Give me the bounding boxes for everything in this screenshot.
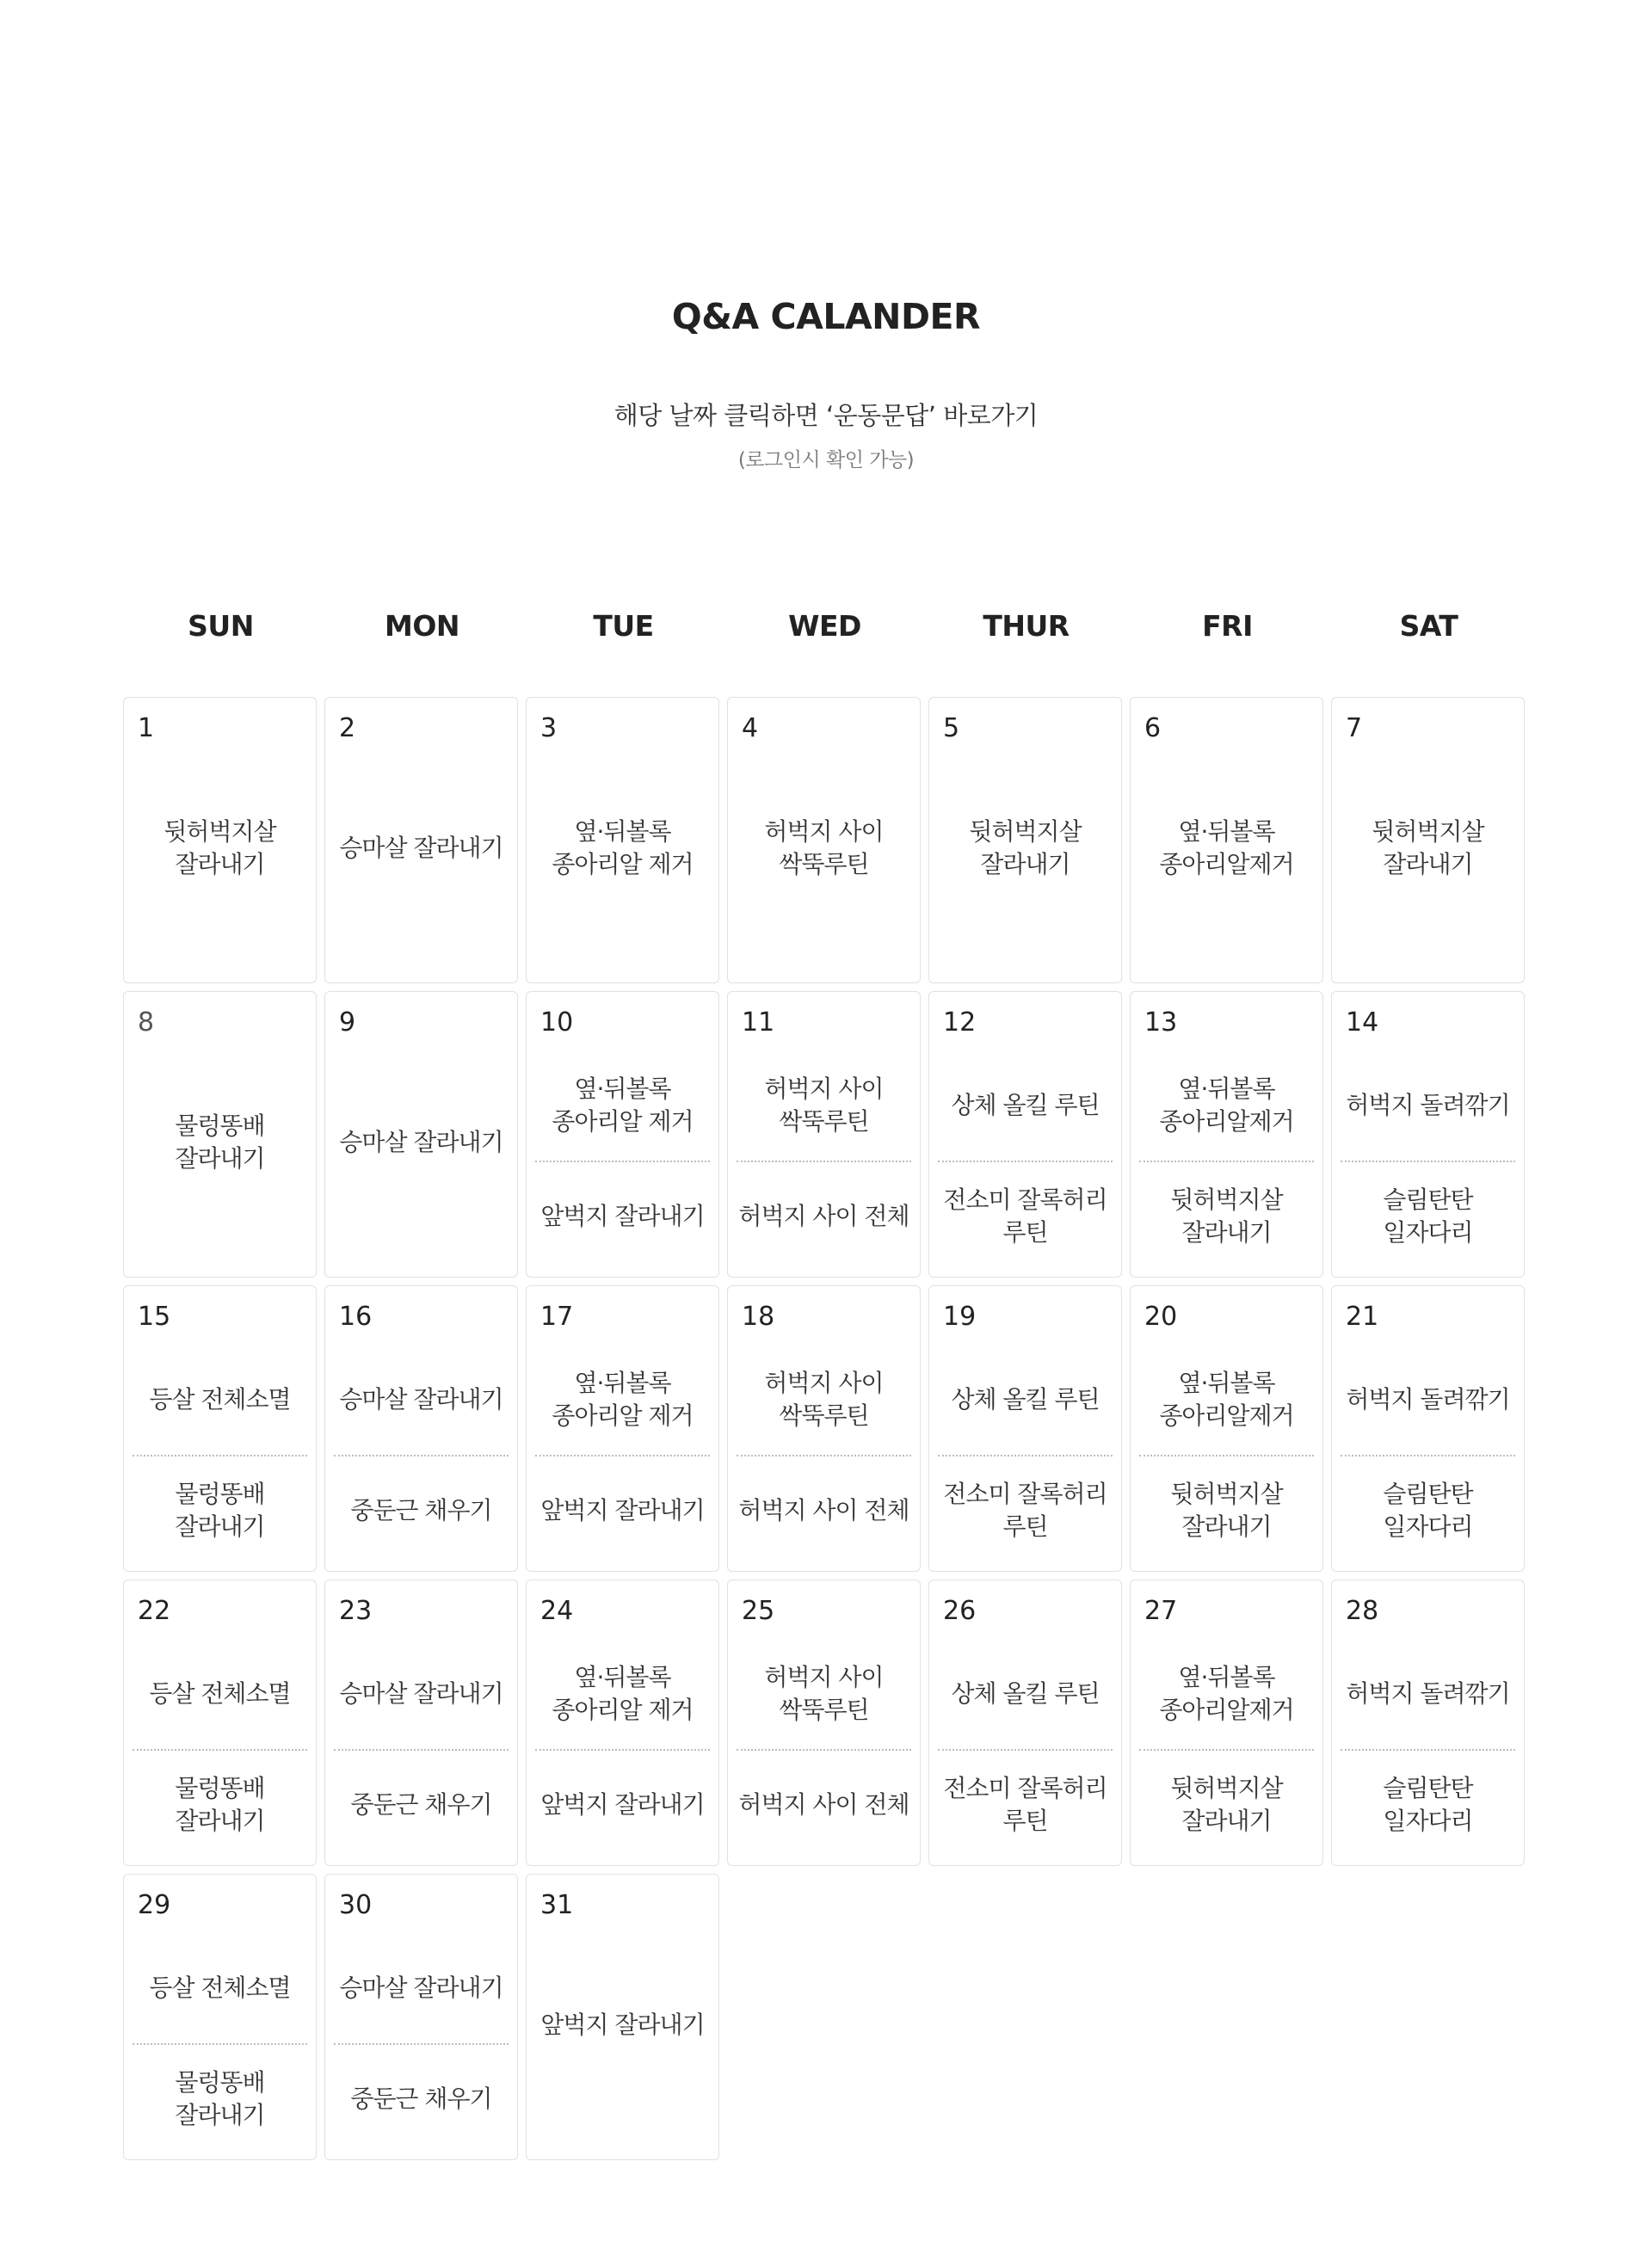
- calendar-day-23[interactable]: [324, 1580, 518, 1866]
- workout-link[interactable]: 상체 올킬 루틴: [951, 1090, 1100, 1119]
- day-number: 25: [742, 1596, 775, 1626]
- day-number: 17: [540, 1302, 574, 1332]
- item-divider: [1139, 1455, 1314, 1456]
- calendar-day-19[interactable]: [928, 1285, 1122, 1572]
- item-divider: [334, 1455, 509, 1456]
- workout-link[interactable]: 뒷허벅지살 잘라내기: [969, 816, 1082, 878]
- item-divider: [938, 1161, 1113, 1162]
- day-items: [332, 1054, 510, 1268]
- calendar-day-4[interactable]: [727, 697, 921, 983]
- day-items: [533, 1054, 712, 1268]
- day-items: [533, 1937, 712, 2151]
- item-divider: [535, 1749, 710, 1751]
- day-items: [1137, 760, 1316, 974]
- day-items: [1137, 1348, 1316, 1562]
- calendar-day-2[interactable]: [324, 697, 518, 983]
- calendar-day-9[interactable]: [324, 991, 518, 1278]
- calendar-day-17[interactable]: [526, 1285, 719, 1572]
- day-items: [332, 760, 510, 974]
- day-items: [332, 1642, 510, 1857]
- day-items: [332, 1348, 510, 1562]
- day-number: 7: [1346, 713, 1363, 743]
- workout-link[interactable]: 허벅지 사이 싹뚝루틴: [764, 1074, 884, 1136]
- day-number: 20: [1144, 1302, 1178, 1332]
- workout-link[interactable]: 슬림탄탄 일자다리: [1383, 1774, 1473, 1836]
- weekday-wed: WED: [788, 609, 861, 643]
- item-divider: [737, 1161, 911, 1162]
- day-items: [1339, 1054, 1517, 1268]
- calendar-day-18[interactable]: [727, 1285, 921, 1572]
- day-items: [735, 760, 913, 974]
- day-number: 22: [138, 1596, 171, 1626]
- day-items: [735, 1642, 913, 1857]
- workout-link[interactable]: 옆·뒤볼록 종아리알제거: [1159, 1368, 1294, 1430]
- day-items: [131, 1348, 309, 1562]
- item-divider: [1341, 1161, 1515, 1162]
- workout-link[interactable]: 옆·뒤볼록 종아리알 제거: [552, 816, 693, 878]
- day-items: [735, 1054, 913, 1268]
- workout-link[interactable]: 승마살 잘라내기: [339, 1973, 503, 2002]
- day-items: [936, 1348, 1114, 1562]
- item-divider: [535, 1455, 710, 1456]
- calendar-day-22[interactable]: [123, 1580, 317, 1866]
- calendar-day-25[interactable]: [727, 1580, 921, 1866]
- workout-link[interactable]: 허벅지 사이 전체: [738, 1496, 909, 1525]
- day-number: 11: [742, 1007, 775, 1038]
- workout-link[interactable]: 슬림탄탄 일자다리: [1383, 1480, 1473, 1542]
- day-number: 26: [943, 1596, 977, 1626]
- workout-link[interactable]: 앞벅지 잘라내기: [540, 1790, 705, 1820]
- calendar-day-20[interactable]: [1130, 1285, 1323, 1572]
- day-items: [131, 760, 309, 974]
- page-title: Q&A CALANDER: [671, 296, 981, 337]
- calendar-day-14[interactable]: [1331, 991, 1525, 1278]
- item-divider: [1341, 1455, 1515, 1456]
- day-number: 8: [138, 1007, 155, 1038]
- day-number: 29: [138, 1890, 171, 1920]
- calendar-day-10[interactable]: [526, 991, 719, 1278]
- day-items: [131, 1937, 309, 2151]
- workout-link[interactable]: 승마살 잘라내기: [339, 1678, 503, 1708]
- workout-link[interactable]: 앞벅지 잘라내기: [540, 1496, 705, 1525]
- workout-link[interactable]: 허벅지 사이 싹뚝루틴: [764, 816, 884, 878]
- item-divider: [535, 1161, 710, 1162]
- calendar-day-7[interactable]: [1331, 697, 1525, 983]
- item-divider: [737, 1749, 911, 1751]
- weekday-sat: SAT: [1399, 609, 1458, 643]
- day-number: 15: [138, 1302, 171, 1332]
- day-items: [936, 760, 1114, 974]
- workout-link[interactable]: 중둔근 채우기: [350, 1790, 492, 1820]
- item-divider: [1139, 1161, 1314, 1162]
- day-items: [131, 1054, 309, 1268]
- workout-link[interactable]: 등살 전체소멸: [149, 1973, 291, 2002]
- workout-link[interactable]: 슬림탄탄 일자다리: [1383, 1186, 1473, 1247]
- calendar-day-8[interactable]: [123, 991, 317, 1278]
- item-divider: [334, 2043, 509, 2045]
- day-number: 18: [742, 1302, 775, 1332]
- day-number: 30: [339, 1890, 373, 1920]
- calendar-day-28[interactable]: [1331, 1580, 1525, 1866]
- day-number: 6: [1144, 713, 1162, 743]
- day-number: 28: [1346, 1596, 1379, 1626]
- login-note: (로그인시 확인 가능): [737, 449, 915, 471]
- workout-link[interactable]: 전소미 잘록허리 루틴: [943, 1774, 1107, 1836]
- workout-link[interactable]: 물렁똥배 잘라내기: [175, 1774, 265, 1836]
- calendar-day-13[interactable]: [1130, 991, 1323, 1278]
- workout-link[interactable]: 물렁똥배 잘라내기: [175, 1111, 265, 1173]
- item-divider: [938, 1749, 1113, 1751]
- day-items: [936, 1054, 1114, 1268]
- calendar-day-29[interactable]: [123, 1874, 317, 2160]
- workout-link[interactable]: 상체 올킬 루틴: [951, 1384, 1100, 1413]
- workout-link[interactable]: 뒷허벅지살 잘라내기: [1170, 1774, 1283, 1836]
- calendar-day-3[interactable]: [526, 697, 719, 983]
- workout-link[interactable]: 상체 올킬 루틴: [951, 1678, 1100, 1708]
- item-divider: [737, 1455, 911, 1456]
- day-items: [533, 1348, 712, 1562]
- day-number: 19: [943, 1302, 977, 1332]
- workout-link[interactable]: 뒷허벅지살 잘라내기: [1170, 1480, 1283, 1542]
- day-items: [1339, 1642, 1517, 1857]
- day-items: [936, 1642, 1114, 1857]
- weekday-tue: TUE: [593, 609, 654, 643]
- workout-link[interactable]: 허벅지 사이 싹뚝루틴: [764, 1368, 884, 1430]
- calendar-day-11[interactable]: [727, 991, 921, 1278]
- day-number: 27: [1144, 1596, 1178, 1626]
- day-number: 24: [540, 1596, 574, 1626]
- workout-link[interactable]: 뒷허벅지살 잘라내기: [163, 816, 276, 878]
- workout-link[interactable]: 중둔근 채우기: [350, 1496, 492, 1525]
- day-items: [735, 1348, 913, 1562]
- workout-link[interactable]: 승마살 잘라내기: [339, 1384, 503, 1413]
- day-items: [131, 1642, 309, 1857]
- item-divider: [334, 1749, 509, 1751]
- weekday-sun: SUN: [188, 609, 254, 643]
- workout-link[interactable]: 옆·뒤볼록 종아리알제거: [1159, 1662, 1294, 1724]
- page-subtitle: 해당 날짜 클릭하면 ‘운동문답’ 바로가기: [613, 401, 1039, 430]
- calendar-day-26[interactable]: [928, 1580, 1122, 1866]
- calendar-day-27[interactable]: [1130, 1580, 1323, 1866]
- workout-link[interactable]: 전소미 잘록허리 루틴: [943, 1186, 1107, 1247]
- workout-link[interactable]: 뒷허벅지살 잘라내기: [1170, 1186, 1283, 1247]
- calendar-grid: [123, 697, 1527, 2164]
- calendar-day-5[interactable]: [928, 697, 1122, 983]
- workout-link[interactable]: 승마살 잘라내기: [339, 833, 503, 862]
- calendar-day-12[interactable]: [928, 991, 1122, 1278]
- item-divider: [133, 2043, 307, 2045]
- workout-link[interactable]: 전소미 잘록허리 루틴: [943, 1480, 1107, 1542]
- workout-link[interactable]: 물렁똥배 잘라내기: [175, 1480, 265, 1542]
- item-divider: [133, 1749, 307, 1751]
- calendar-day-21[interactable]: [1331, 1285, 1525, 1572]
- day-items: [1137, 1642, 1316, 1857]
- calendar-day-16[interactable]: [324, 1285, 518, 1572]
- workout-link[interactable]: 옆·뒤볼록 종아리알제거: [1159, 816, 1294, 878]
- workout-link[interactable]: 옆·뒤볼록 종아리알 제거: [552, 1074, 693, 1136]
- day-items: [533, 760, 712, 974]
- day-number: 4: [742, 713, 759, 743]
- calendar-day-30[interactable]: [324, 1874, 518, 2160]
- workout-link[interactable]: 등살 전체소멸: [149, 1384, 291, 1413]
- workout-link[interactable]: 허벅지 돌려깎기: [1346, 1678, 1510, 1708]
- calendar-day-1[interactable]: [123, 697, 317, 983]
- workout-link[interactable]: 옆·뒤볼록 종아리알 제거: [552, 1662, 693, 1724]
- calendar-day-15[interactable]: [123, 1285, 317, 1572]
- day-items: [533, 1642, 712, 1857]
- item-divider: [938, 1455, 1113, 1456]
- day-number: 14: [1346, 1007, 1379, 1038]
- weekday-fri: FRI: [1202, 609, 1253, 643]
- workout-link[interactable]: 허벅지 사이 싹뚝루틴: [764, 1662, 884, 1724]
- day-number: 10: [540, 1007, 574, 1038]
- day-number: 12: [943, 1007, 977, 1038]
- weekday-mon: MON: [384, 609, 459, 643]
- calendar-day-24[interactable]: [526, 1580, 719, 1866]
- day-items: [1339, 1348, 1517, 1562]
- item-divider: [133, 1455, 307, 1456]
- day-items: [1137, 1054, 1316, 1268]
- day-items: [1339, 760, 1517, 974]
- workout-link[interactable]: 중둔근 채우기: [350, 2085, 492, 2114]
- calendar-day-31[interactable]: [526, 1874, 719, 2160]
- workout-link[interactable]: 옆·뒤볼록 종아리알제거: [1159, 1074, 1294, 1136]
- workout-link[interactable]: 허벅지 사이 전체: [738, 1202, 909, 1231]
- day-number: 3: [540, 713, 558, 743]
- item-divider: [1341, 1749, 1515, 1751]
- workout-link[interactable]: 승마살 잘라내기: [339, 1127, 503, 1156]
- workout-link[interactable]: 허벅지 돌려깎기: [1346, 1384, 1510, 1413]
- workout-link[interactable]: 뒷허벅지살 잘라내기: [1372, 816, 1484, 878]
- workout-link[interactable]: 등살 전체소멸: [149, 1678, 291, 1708]
- item-divider: [1139, 1749, 1314, 1751]
- workout-link[interactable]: 앞벅지 잘라내기: [540, 2010, 705, 2039]
- day-number: 23: [339, 1596, 373, 1626]
- workout-link[interactable]: 허벅지 돌려깎기: [1346, 1090, 1510, 1119]
- workout-link[interactable]: 물렁똥배 잘라내기: [175, 2068, 265, 2130]
- day-number: 2: [339, 713, 356, 743]
- workout-link[interactable]: 옆·뒤볼록 종아리알 제거: [552, 1368, 693, 1430]
- weekday-header-row: [123, 609, 1527, 652]
- day-number: 9: [339, 1007, 356, 1038]
- weekday-thur: THUR: [983, 609, 1069, 643]
- day-items: [332, 1937, 510, 2151]
- workout-link[interactable]: 앞벅지 잘라내기: [540, 1202, 705, 1231]
- day-number: 13: [1144, 1007, 1178, 1038]
- workout-link[interactable]: 허벅지 사이 전체: [738, 1790, 909, 1820]
- day-number: 31: [540, 1890, 574, 1920]
- day-number: 1: [138, 713, 155, 743]
- calendar-day-6[interactable]: [1130, 697, 1323, 983]
- day-number: 21: [1346, 1302, 1379, 1332]
- day-number: 5: [943, 713, 960, 743]
- day-number: 16: [339, 1302, 373, 1332]
